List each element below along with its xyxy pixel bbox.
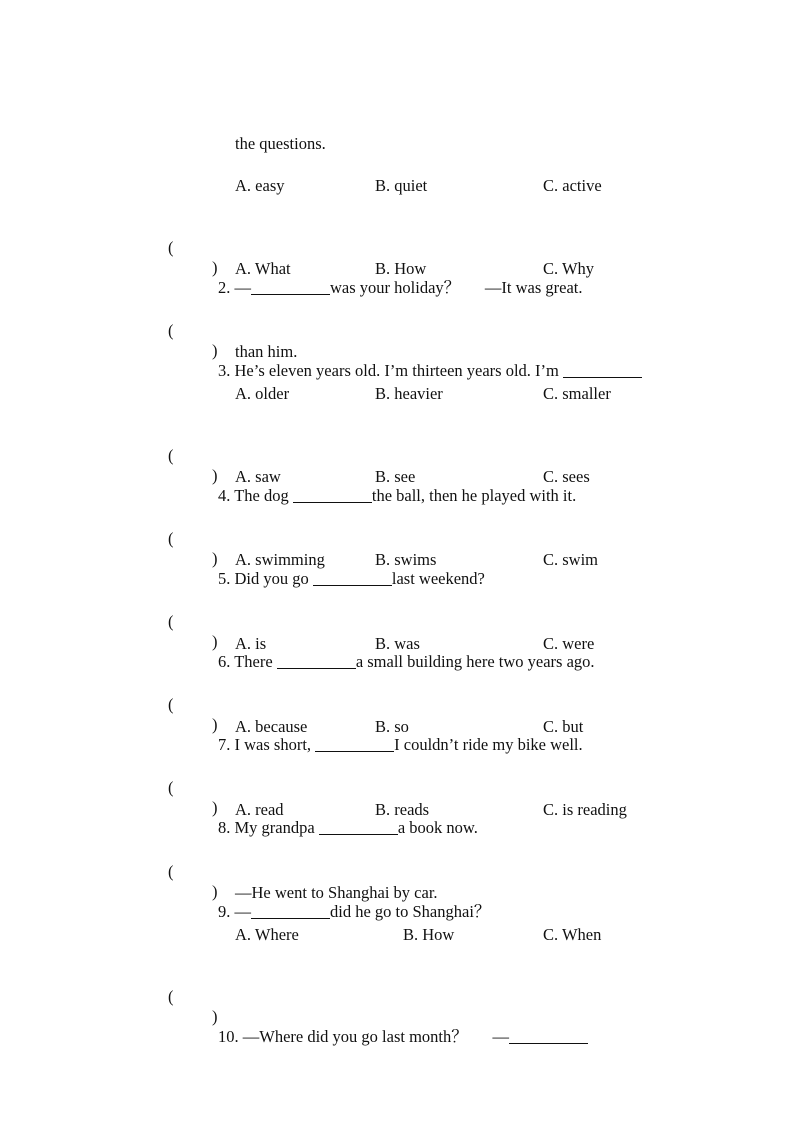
question-number: 9. (218, 902, 231, 921)
answer-blank (293, 501, 372, 503)
answer-paren-open: ( (168, 612, 174, 631)
question-text (218, 278, 583, 298)
q3-option-b: B. heavier (375, 384, 443, 403)
question-number: 2. (218, 278, 231, 297)
question-text (218, 652, 595, 672)
question-text (218, 486, 576, 506)
question-text-before: —Where did you go last month？ — (238, 1027, 510, 1046)
q7-option-b: B. so (375, 717, 409, 736)
q9-option-a: A. Where (235, 925, 299, 944)
q1-option-a: A. easy (235, 176, 285, 195)
answer-blank (277, 667, 356, 669)
q3-option-a: A. older (235, 384, 290, 403)
question-number: 5. (218, 569, 231, 588)
answer-paren-close: ) (212, 1007, 218, 1026)
question-text-before: I was short, (230, 735, 316, 754)
answer-paren-open: ( (168, 862, 174, 881)
question-text-before: My grandpa (230, 818, 319, 837)
q2-option-c: C. Why (543, 259, 595, 278)
q2-option-a: A. What (235, 259, 291, 278)
question-text (218, 902, 490, 922)
q7-option-c: C. but (543, 717, 584, 736)
answer-paren-close: ) (212, 882, 218, 901)
answer-blank (509, 1042, 588, 1044)
q6-option-a: A. is (235, 634, 267, 653)
question-text-before: The dog (230, 486, 293, 505)
answer-paren-close: ) (212, 715, 218, 734)
q9-option-c: C. When (543, 925, 602, 944)
q6-option-b: B. was (375, 634, 420, 653)
question-text (218, 735, 583, 755)
answer-blank (251, 917, 330, 919)
question-number: 7. (218, 735, 231, 754)
answer-blank (319, 833, 398, 835)
question-text-after: did he go to Shanghai？ (330, 902, 491, 921)
question-text-after: was your holiday？ —It was great. (330, 278, 583, 297)
answer-paren-open: ( (168, 987, 174, 1006)
q1-option-c: C. active (543, 176, 602, 195)
question-text-after: the ball, then he played with it. (371, 486, 577, 505)
question-number: 3. (218, 361, 231, 380)
answer-paren-open: ( (168, 695, 174, 714)
q1-continuation-text: the questions. (235, 134, 326, 153)
q4-option-b: B. see (375, 467, 416, 486)
q2-option-b: B. How (375, 259, 427, 278)
question-text-before: — (230, 902, 251, 921)
q6-option-c: C. were (543, 634, 595, 653)
answer-paren-open: ( (168, 529, 174, 548)
q4-option-a: A. saw (235, 467, 281, 486)
question-text-before: He’s eleven years old. I’m thirteen years old. I’m (230, 361, 564, 380)
answer-blank (313, 584, 392, 586)
q8-option-c: C. is reading (543, 800, 627, 819)
answer-blank (563, 376, 642, 378)
answer-paren-close: ) (212, 258, 218, 277)
q4-option-c: C. sees (543, 467, 590, 486)
question-number: 6. (218, 652, 231, 671)
q3-option-c: C. smaller (543, 384, 611, 403)
question-text (218, 1027, 588, 1047)
answer-paren-open: ( (168, 321, 174, 340)
question-text-before: — (230, 278, 251, 297)
answer-blank (315, 750, 394, 752)
answer-paren-open: ( (168, 238, 174, 257)
question-text-after: last weekend? (391, 569, 485, 588)
answer-paren-open: ( (168, 446, 174, 465)
answer-paren-close: ) (212, 549, 218, 568)
answer-paren-close: ) (212, 341, 218, 360)
question-text-after: a small building here two years ago. (355, 652, 595, 671)
q1-option-b: B. quiet (375, 176, 428, 195)
q8-option-a: A. read (235, 800, 284, 819)
answer-paren-close: ) (212, 466, 218, 485)
q9-option-b: B. How (403, 925, 455, 944)
q8-option-b: B. reads (375, 800, 430, 819)
question-text (218, 569, 485, 589)
q3-continuation-text: than him. (235, 342, 298, 361)
question-text-after: I couldn’t ride my bike well. (394, 735, 583, 754)
question-text (218, 818, 478, 838)
question-text-before: There (230, 652, 277, 671)
q5-option-c: C. swim (543, 550, 599, 569)
question-number: 8. (218, 818, 231, 837)
q7-option-a: A. because (235, 717, 308, 736)
question-number: 10. (218, 1027, 239, 1046)
answer-blank (251, 293, 330, 295)
question-text-after: a book now. (397, 818, 478, 837)
q5-option-b: B. swims (375, 550, 437, 569)
question-10 (0, 967, 510, 1047)
q5-option-a: A. swimming (235, 550, 325, 569)
question-text (218, 361, 642, 381)
q9-continuation-text: —He went to Shanghai by car. (235, 883, 438, 902)
question-text-before: Did you go (230, 569, 313, 588)
answer-paren-close: ) (212, 632, 218, 651)
answer-paren-open: ( (168, 778, 174, 797)
answer-paren-close: ) (212, 798, 218, 817)
question-number: 4. (218, 486, 231, 505)
